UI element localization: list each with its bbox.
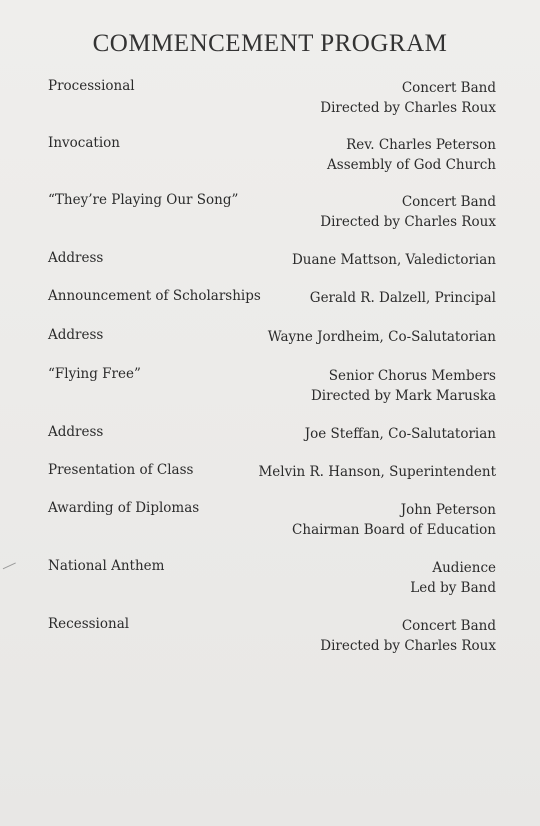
detail-line: Directed by Charles Roux	[320, 638, 496, 654]
event-name: Address	[48, 424, 104, 440]
detail-line: Assembly of God Church	[327, 157, 496, 173]
event-name: Address	[48, 250, 104, 266]
detail-line: Senior Chorus Members	[328, 368, 496, 384]
event-detail	[305, 424, 496, 444]
event-name: Invocation	[48, 135, 120, 151]
pencil-mark	[3, 562, 19, 576]
page-title: COMMENCEMENT PROGRAM	[92, 30, 448, 57]
event-detail	[310, 288, 496, 308]
detail-line: Gerald R. Dalzell, Principal	[309, 290, 496, 306]
detail-line: Directed by Mark Maruska	[310, 388, 496, 404]
event-detail	[327, 135, 496, 175]
event-name: Awarding of Diplomas	[48, 500, 200, 516]
event-name: National Anthem	[48, 558, 165, 574]
event-name: Processional	[48, 78, 135, 94]
detail-line: Wayne Jordheim, Co-Salutatorian	[267, 329, 496, 345]
event-detail	[320, 192, 496, 232]
event-name: “Flying Free”	[48, 366, 141, 382]
detail-line: Chairman Board of Education	[292, 522, 496, 538]
event-detail	[292, 250, 496, 270]
detail-line: Directed by Charles Roux	[320, 214, 496, 230]
event-name: “They’re Playing Our Song”	[48, 192, 239, 208]
event-detail	[311, 366, 496, 406]
detail-line: Duane Mattson, Valedictorian	[291, 252, 496, 268]
detail-line: Concert Band	[401, 80, 496, 96]
event-name: Presentation of Class	[48, 462, 194, 478]
event-name: Announcement of Scholarships	[48, 288, 261, 304]
detail-line: Audience	[432, 560, 496, 576]
event-detail	[268, 327, 496, 347]
detail-line: Rev. Charles Peterson	[346, 137, 496, 153]
detail-line: Led by Band	[410, 580, 496, 596]
detail-line: John Peterson	[400, 502, 496, 518]
event-name: Recessional	[48, 616, 130, 632]
detail-line: Directed by Charles Roux	[320, 100, 496, 116]
event-detail	[320, 78, 496, 118]
event-detail	[320, 616, 496, 656]
event-name: Address	[48, 327, 104, 343]
detail-line: Joe Steffan, Co-Salutatorian	[304, 426, 496, 442]
event-detail	[410, 558, 496, 598]
event-detail	[258, 462, 496, 482]
detail-line: Concert Band	[401, 194, 496, 210]
detail-line: Melvin R. Hanson, Superintendent	[258, 464, 496, 480]
detail-line: Concert Band	[401, 618, 496, 634]
event-detail	[292, 500, 496, 540]
